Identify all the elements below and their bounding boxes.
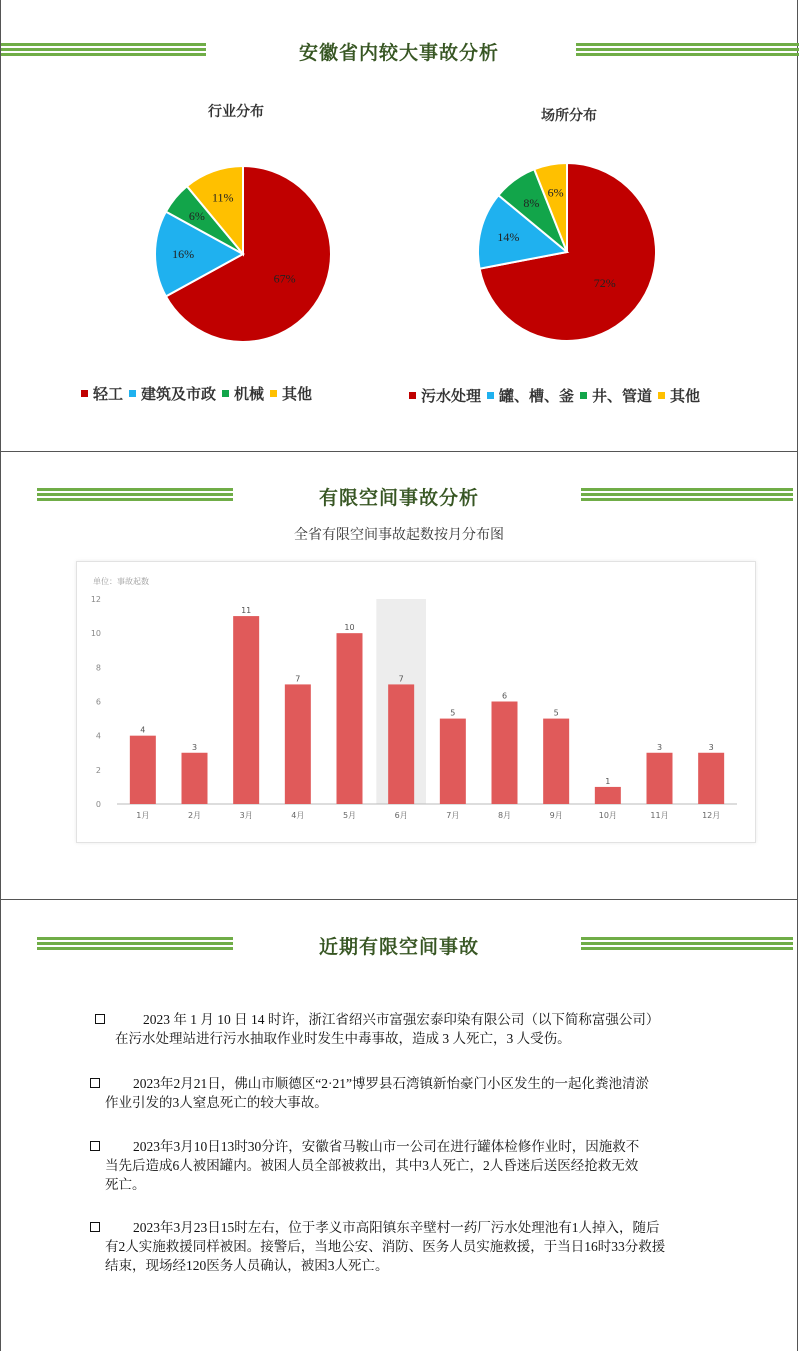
bullet-icon (90, 1222, 100, 1232)
bar-value-label: 3 (708, 742, 714, 752)
bar-value-label: 4 (140, 725, 146, 735)
pie-data-label: 14% (497, 229, 520, 244)
bar-9月 (543, 719, 569, 804)
bar-value-label: 5 (450, 708, 456, 718)
x-tick-label: 5月 (342, 811, 357, 820)
section-title: 近期有限空间事故 (318, 936, 479, 958)
legend-swatch (81, 390, 88, 397)
x-tick-label: 1月 (136, 811, 150, 820)
legend-label: 其他 (282, 385, 313, 403)
x-tick-label: 7月 (446, 811, 460, 820)
legend-item (129, 385, 216, 403)
bar-6月 (388, 684, 414, 804)
legend-swatch (409, 392, 416, 399)
legend-label: 轻工 (93, 385, 124, 403)
bar-value-label: 3 (656, 742, 663, 752)
x-tick-label: 12月 (702, 811, 721, 820)
y-tick-label: 12 (90, 595, 101, 604)
location-pie-chart (467, 152, 667, 352)
y-tick-label: 4 (95, 731, 101, 741)
x-tick-label: 2月 (187, 811, 202, 820)
x-tick-label: 6月 (394, 811, 408, 820)
accident-item-3: 2023年3月10日13时30分许，安徽省马鞍山市一公司在进行罐体检修作业时，因施救不 当先后造成6人被困罐内。被困人员全部被救出，其中3人死亡，2人昏迷后送医经抢救无效 死亡。 (105, 1139, 640, 1192)
legend-label: 机械 (234, 385, 265, 403)
bar-2月 (182, 753, 208, 804)
legend-swatch (580, 392, 587, 399)
bar-value-label: 11 (241, 606, 252, 616)
bar-4月 (285, 684, 311, 804)
legend-label: 井、管道 (592, 387, 653, 405)
legend-swatch (270, 390, 277, 397)
legend-item (409, 387, 481, 405)
pie-data-label: 6% (547, 185, 564, 200)
industry-pie-chart (143, 154, 343, 354)
pie-data-label: 16% (172, 247, 195, 261)
pie-data-label: 11% (211, 190, 234, 205)
slide-recent-accidents (0, 899, 798, 1351)
chart-title: 全省有限空间事故起数按月分布图 (294, 527, 504, 543)
legend-item (487, 387, 574, 405)
y-tick-label: 0 (95, 800, 101, 809)
location-pie-legend (409, 385, 706, 406)
bar-1月 (130, 736, 156, 804)
x-tick-label: 4月 (291, 811, 305, 820)
y-tick-label: 6 (95, 697, 101, 707)
accident-item-4: 2023年3月23日15时左右，位于孝义市高阳镇东辛壁村一药厂污水处理池有1人掉入，随后 有2人实施救援同样被困。接警后，当地公安、消防、医务人员实施救援，于当日16时33分救援 结束，现场经120医务人员确认，被困3人死亡。 (105, 1220, 666, 1273)
y-axis-unit-label: 单位：事故起数 (93, 577, 149, 586)
legend-swatch (487, 392, 494, 399)
legend-swatch (658, 392, 665, 399)
section-title: 有限空间事故分析 (318, 487, 479, 509)
monthly-bar-chart (77, 562, 755, 842)
bar-11月 (647, 753, 673, 804)
bar-value-label: 7 (398, 674, 404, 684)
legend-label: 建筑及市政 (141, 385, 217, 403)
bar-8月 (492, 702, 518, 805)
bar-5月 (337, 633, 363, 804)
bar-value-label: 5 (553, 708, 559, 718)
industry-pie-legend (81, 383, 318, 404)
accident-item-1: 2023 年 1 月 10 日 14 时许，浙江省绍兴市富强宏泰印染有限公司（以下简称富强公司） 在污水处理站进行污水抽取作业时发生中毒事故，造成 3 人死亡，3 人受伤。 (115, 1012, 660, 1046)
x-tick-label: 8月 (497, 811, 512, 820)
pie-right-subtitle: 场所分布 (541, 108, 597, 124)
bullet-icon (95, 1014, 105, 1024)
x-tick-label: 3月 (239, 811, 253, 820)
bar-3月 (233, 616, 259, 804)
legend-item (222, 385, 264, 403)
pie-left-subtitle: 行业分布 (208, 104, 264, 120)
x-tick-label: 10月 (598, 811, 617, 820)
legend-label: 其他 (670, 387, 701, 405)
section-title: 安徽省内较大事故分析 (298, 42, 499, 64)
x-tick-label: 11月 (650, 811, 669, 820)
y-tick-label: 8 (95, 663, 101, 673)
slide-industry-analysis (0, 0, 798, 452)
bar-value-label: 1 (605, 776, 611, 786)
legend-swatch (222, 390, 229, 397)
legend-item (658, 387, 700, 405)
pie-data-label: 72% (593, 276, 616, 291)
x-tick-label: 9月 (549, 811, 563, 820)
bar-7月 (440, 719, 466, 804)
pie-data-label: 6% (188, 208, 205, 223)
y-tick-label: 2 (95, 765, 101, 775)
monthly-bar-chart-panel (76, 561, 756, 843)
legend-swatch (129, 390, 136, 397)
legend-item (580, 387, 652, 405)
bar-10月 (595, 787, 621, 804)
bullet-icon (90, 1141, 100, 1151)
legend-item (81, 385, 123, 403)
bullet-icon (90, 1078, 100, 1088)
pie-data-label: 67% (273, 271, 296, 286)
y-tick-label: 10 (90, 629, 101, 639)
accident-item-2: 2023年2月21日，佛山市顺德区“2·21”博罗县石湾镇新怡豪门小区发生的一起化粪池清淤 作业引发的3人窒息死亡的较大事故。 (105, 1076, 649, 1110)
bar-value-label: 7 (295, 674, 301, 684)
bar-12月 (698, 753, 724, 804)
bar-value-label: 6 (501, 691, 508, 701)
legend-label: 污水处理 (421, 387, 482, 405)
pie-data-label: 8% (523, 196, 540, 211)
legend-label: 罐、槽、釜 (499, 387, 575, 405)
bar-value-label: 10 (344, 623, 355, 633)
legend-item (270, 385, 312, 403)
bar-value-label: 3 (191, 742, 198, 752)
